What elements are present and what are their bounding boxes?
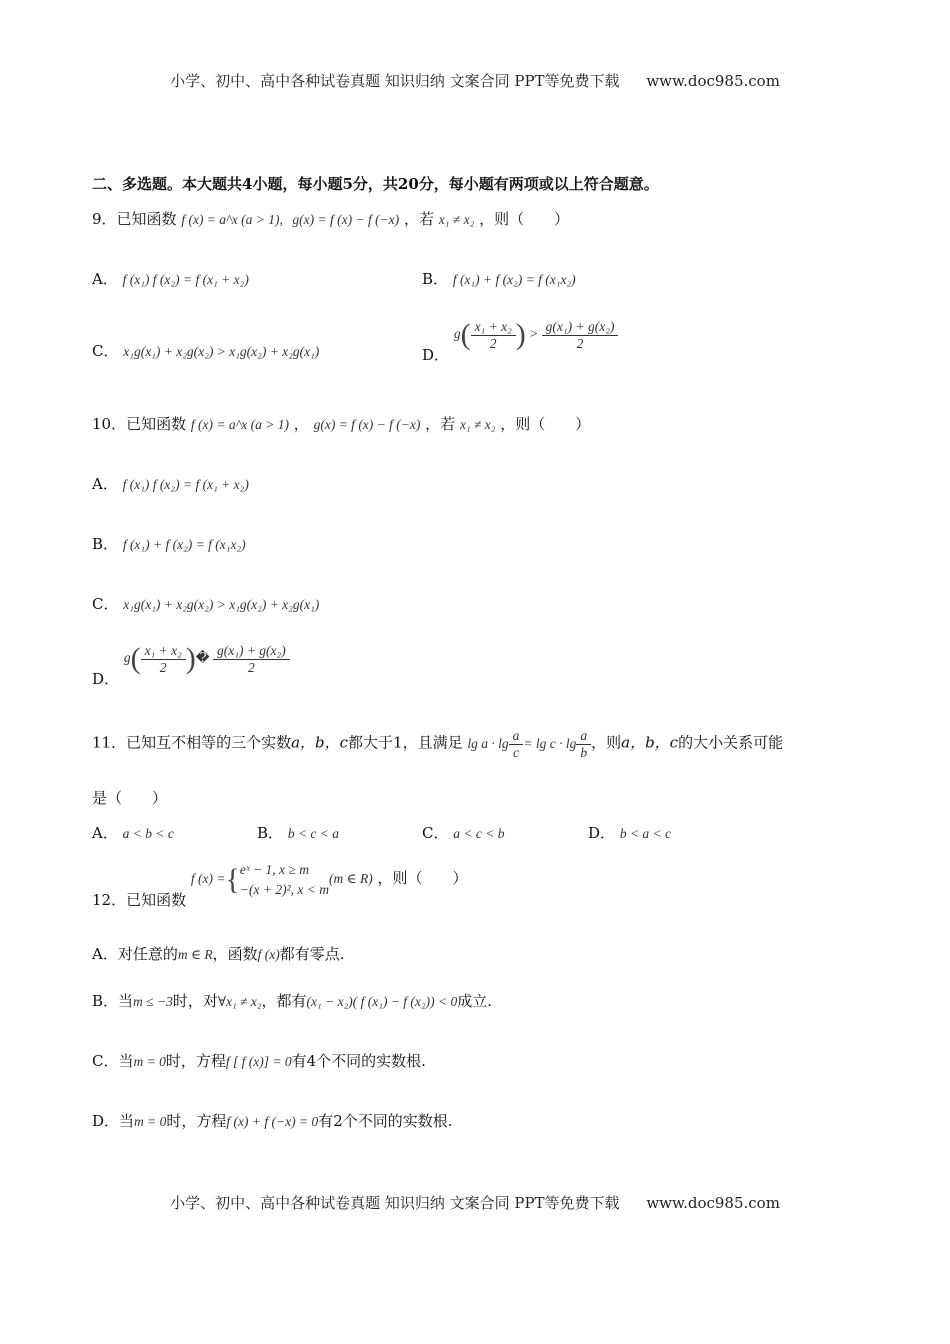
- q12-case1: eˣ − 1, x ≥ m: [239, 862, 309, 877]
- q10-d-denominator: 2: [159, 659, 167, 675]
- q10-c-expr: x₁g(x₁) + x₂g(x₂) > x₁g(x₂) + x₂g(x₁): [123, 597, 320, 612]
- q12-b-ineq: (x₁ − x₂)( f (x₁) − f (x₂)) < 0: [306, 994, 458, 1009]
- q12-b-pre: 当: [118, 992, 134, 1010]
- q11-d-label: D．: [588, 824, 616, 842]
- q10-option-a: [92, 473, 249, 494]
- q12-a-pre: 对任意的: [117, 945, 178, 963]
- q12-b-post: 成立.: [457, 992, 492, 1010]
- q12-c-mid: 时，方程: [165, 1052, 226, 1070]
- q11-option-a: [92, 822, 174, 843]
- page-header: [0, 70, 950, 91]
- q12-c-m: m = 0: [133, 1054, 166, 1069]
- q12-domain: (m ∈ R): [328, 871, 373, 887]
- q11-frac2-num: a: [576, 728, 591, 745]
- q12-d-m: m = 0: [134, 1114, 167, 1129]
- q12-option-d: [92, 1110, 453, 1131]
- q11-post: ，则: [591, 733, 622, 752]
- q12-d-label: D．: [92, 1112, 120, 1130]
- q11-eq-left: lg a · lg: [467, 735, 509, 751]
- q12-f: f (x) =: [190, 871, 226, 887]
- q9-d-label: D．: [422, 346, 450, 365]
- q9-d-denominator: 2: [489, 335, 497, 351]
- q10-f-def: f (x) = a^x (a > 1): [190, 417, 290, 432]
- q10-option-d: D． g( $\frac{\text{x₁ + x₂}}{2}$ )� $\frac{\text{g(x₁) + g(x₂)}}{2}$: [92, 642, 290, 676]
- header-site: www.doc985.com: [646, 72, 780, 90]
- q12-b-cond: ∀x₁ ≠ x₂: [217, 994, 262, 1009]
- q11-vars2: a，b，c: [621, 733, 679, 752]
- q12-b-label: B．: [92, 992, 119, 1010]
- section-title: 二、多选题。本大题共4小题，每小题5分，共20分，每小题有两项或以上符合题意。: [92, 175, 659, 193]
- q11-b-expr: b < c < a: [287, 826, 340, 841]
- q9-condition: x₁ ≠ x₂: [438, 212, 475, 227]
- q11-option-d: [588, 822, 671, 843]
- q12-a-post: 都有零点.: [279, 945, 345, 963]
- q10-d-relation: �: [195, 650, 210, 666]
- q11-a-expr: a < b < c: [122, 826, 174, 841]
- q9-c-expr: x₁g(x₁) + x₂g(x₂) > x₁g(x₂) + x₂g(x₁): [123, 344, 320, 359]
- q12-b-m: m ≤ −3: [133, 994, 173, 1009]
- footer-site: www.doc985.com: [646, 1194, 780, 1212]
- q12-a-m: m ∈ R: [177, 947, 213, 962]
- q9-option-a: [92, 268, 249, 289]
- q12-b-mid2: ，都有: [261, 992, 307, 1010]
- q9-option-c: [92, 340, 319, 361]
- q9-option-b: [422, 268, 576, 289]
- q11-c-expr: a < c < b: [453, 826, 505, 841]
- q10-option-b: [92, 533, 246, 554]
- q9-stem: [92, 208, 569, 229]
- q9-b-expr: f (x₁) + f (x₂) = f (x₁x₂): [452, 272, 576, 287]
- q11-vars: a，b，c: [291, 733, 349, 752]
- q9-a-label: A．: [92, 270, 118, 288]
- q9-g-def: g(x) = f (x) − f (−x): [292, 212, 400, 227]
- q9-d-relation: >: [529, 326, 539, 342]
- q10-sep: ，: [293, 415, 309, 433]
- q9-b-label: B．: [422, 270, 449, 288]
- q12-option-b: [92, 990, 492, 1011]
- q10-condition: x₁ ≠ x₂: [459, 417, 496, 432]
- page-footer: [0, 1192, 950, 1213]
- q12-b-mid: 时，对: [172, 992, 218, 1010]
- q12-option-c: [92, 1050, 426, 1071]
- q12-number: 12．已知函数: [92, 891, 187, 910]
- q10-comma: ，若: [425, 415, 456, 433]
- q12-case2: −(x + 2)², x < m: [239, 882, 329, 897]
- footer-text: 小学、初中、高中各种试卷真题 知识归纳 文案合同 PPT等免费下载: [170, 1194, 620, 1212]
- q9-tail: ，则（ ）: [479, 210, 570, 228]
- q12-c-post: 有4个不同的实数根.: [291, 1052, 426, 1070]
- q12-a-label: A．: [92, 945, 118, 963]
- q11-frac1-num: a: [509, 728, 524, 745]
- q12-d-post: 有2个不同的实数根.: [318, 1112, 453, 1130]
- q12-a-f: f (x): [257, 947, 280, 962]
- q10-g-def: g(x) = f (x) − f (−x): [313, 417, 421, 432]
- q11-b-label: B．: [257, 824, 284, 842]
- q10-d-right-denominator: 2: [248, 659, 255, 675]
- q11-frac1-den: c: [513, 745, 520, 760]
- q12-d-eq: f (x) + f (−x) = 0: [226, 1114, 319, 1129]
- q11-frac2-den: b: [580, 745, 588, 760]
- q10-d-numerator: x₁ + x₂: [141, 643, 186, 660]
- q10-tail: ，则（ ）: [500, 415, 591, 433]
- q11-eq-mid: = lg c · lg: [523, 735, 577, 751]
- q9-d-right-numerator: g(x₁) + g(x₂): [542, 319, 619, 336]
- q12-a-mid: ，函数: [212, 945, 258, 963]
- q10-stem: [92, 413, 590, 434]
- q10-b-label: B．: [92, 535, 119, 553]
- q9-comma: ，若: [403, 210, 434, 228]
- q11-option-b: [257, 822, 339, 843]
- q10-a-expr: f (x₁) f (x₂) = f (x₁ + x₂): [122, 477, 249, 492]
- q11-pre: 11．已知互不相等的三个实数: [92, 733, 292, 752]
- q11-option-c: [422, 822, 504, 843]
- q10-b-expr: f (x₁) + f (x₂) = f (x₁x₂): [122, 537, 246, 552]
- q12-d-mid: 时，方程: [166, 1112, 227, 1130]
- q9-d-numerator: x₁ + x₂: [471, 319, 516, 336]
- q9-a-expr: f (x₁) f (x₂) = f (x₁ + x₂): [122, 272, 249, 287]
- q10-d-right-numerator: g(x₁) + g(x₂): [213, 643, 290, 660]
- q10-a-label: A．: [92, 475, 118, 493]
- q10-number: 10．已知函数: [92, 415, 187, 433]
- q11-d-expr: b < a < c: [619, 826, 672, 841]
- q11-a-label: A．: [92, 824, 118, 842]
- q9-option-d: D． g( $\frac{\text{x₁ + x₂}}{2}$ ) > $\frac{\text{g(x₁) + g(x₂)}}{2}$: [422, 318, 618, 352]
- q11-stem: [92, 728, 783, 761]
- q11-c-label: C．: [422, 824, 449, 842]
- q9-d-right-denominator: 2: [576, 335, 584, 351]
- q12-c-eq: f [ f (x)] = 0: [225, 1054, 292, 1069]
- q11-mid: 都大于1，且满足: [348, 733, 463, 752]
- q9-f-def: f (x) = a^x (a > 1),: [181, 212, 283, 227]
- q11-post2: 的大小关系可能: [678, 733, 784, 752]
- q10-c-label: C．: [92, 595, 119, 613]
- q12-stem: 12．已知函数 f (x) ={ eˣ − 1, x ≥ m −(x + 2)², x < m (m ∈ R) ，则（ ）: [92, 862, 468, 910]
- q10-option-c: [92, 593, 319, 614]
- q12-c-label: C．: [92, 1052, 119, 1070]
- q12-tail: ，则（ ）: [377, 869, 468, 888]
- q10-d-label: D．: [92, 670, 120, 689]
- q12-c-pre: 当: [118, 1052, 134, 1070]
- q12-option-a: [92, 943, 345, 964]
- header-text: 小学、初中、高中各种试卷真题 知识归纳 文案合同 PPT等免费下载: [170, 72, 620, 90]
- q9-c-label: C．: [92, 342, 119, 360]
- q12-d-pre: 当: [119, 1112, 135, 1130]
- q11-line2: 是（ ）: [92, 789, 168, 807]
- q9-number: 9．已知函数: [92, 210, 177, 228]
